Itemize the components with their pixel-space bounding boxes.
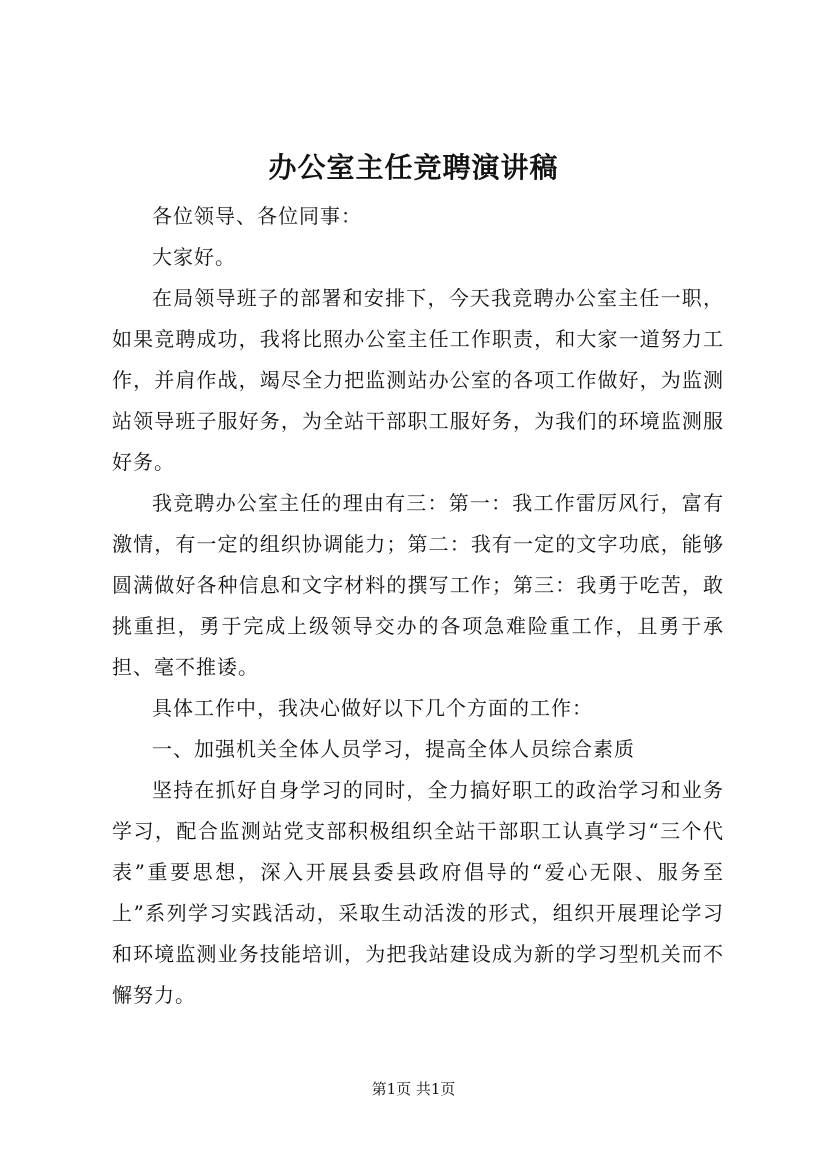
document-body	[112, 196, 724, 1016]
body-paragraph: 在局领导班子的部署和安排下，今天我竞聘办公室主任一职，如果竞聘成功，我将比照办公室主任工作职责，和大家一道努力工作，并肩作战，竭尽全力把监测站办公室的各项工作做好，为监测站领导班子服好务，为全站干部职工服好务，为我们的环境监测服好务。	[112, 286, 724, 474]
body-paragraph: 坚持在抓好自身学习的同时，全力搞好职工的政治学习和业务学习，配合监测站党支部积极组织全站干部职工认真学习“三个代表”重要思想，深入开展县委县政府倡导的“爱心无限、服务至上”系列学习实践活动，采取生动活泼的形式，组织开展理论学习和环境监测业务技能培训，为把我站建设成为新的学习型机关而不懈努力。	[112, 778, 724, 1007]
body-paragraph: 我竞聘办公室主任的理由有三：第一：我工作雷厉风行，富有激情，有一定的组织协调能力；第二：我有一定的文字功底，能够圆满做好各种信息和文字材料的撰写工作；第三：我勇于吃苦，敢挑重担，勇于完成上级领导交办的各项急难险重工作，且勇于承担、毫不推诿。	[112, 491, 724, 679]
salutation-paragraph: 各位领导、各位同事：	[152, 204, 362, 228]
section-heading: 一、加强机关全体人员学习，提高全体人员综合素质	[152, 737, 635, 761]
body-paragraph: 具体工作中，我决心做好以下几个方面的工作：	[152, 696, 593, 720]
document-title: 办公室主任竞聘演讲稿	[268, 151, 559, 184]
greeting-paragraph: 大家好。	[152, 245, 236, 269]
page-footer: 第1页 共1页	[371, 1080, 456, 1098]
